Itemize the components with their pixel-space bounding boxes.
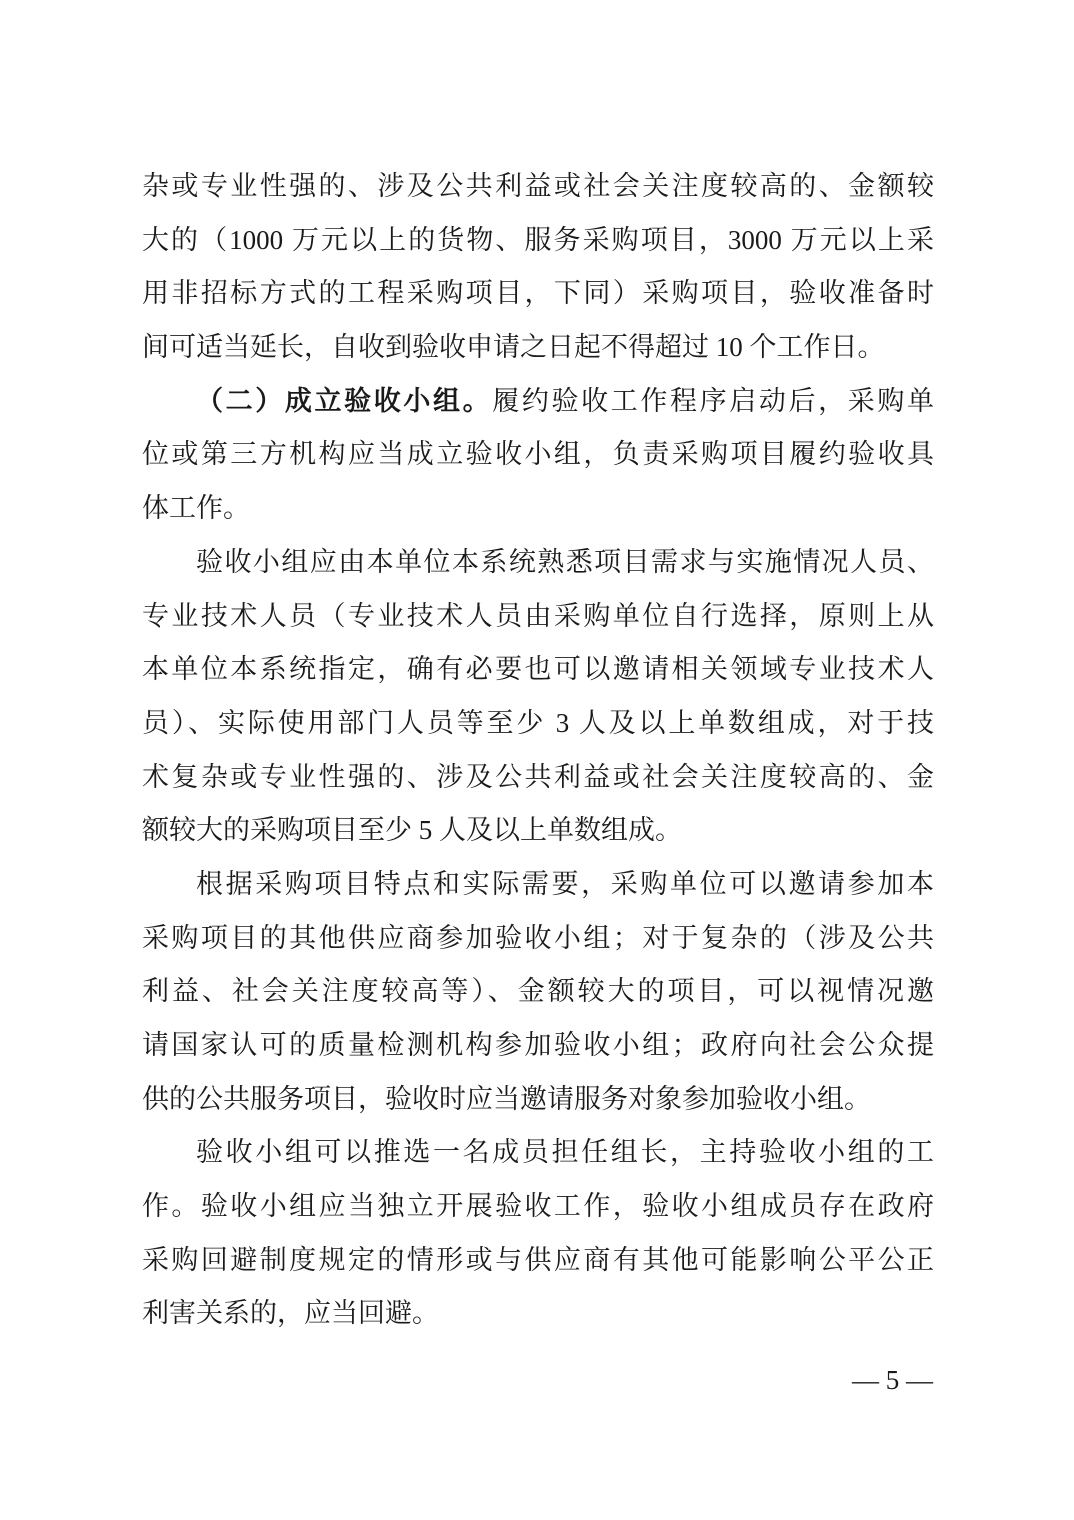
text-run: 采购项目的其他供应商参加验收小组；对于复杂的（涉及公共 xyxy=(142,922,934,953)
text-line xyxy=(142,267,934,321)
text-line xyxy=(142,590,934,644)
text-line xyxy=(142,1234,934,1288)
text-run: 请国家认可的质量检测机构参加验收小组；政府向社会公众提 xyxy=(142,1030,934,1060)
text-run: 专业技术人员（专业技术人员由采购单位自行选择，原则上从 xyxy=(142,600,934,631)
text-line xyxy=(142,160,934,214)
text-run: 员）、实际使用部门人员等至少 3 人及以上单数组成，对于技 xyxy=(142,707,934,738)
text-run: 根据采购项目特点和实际需要，采购单位可以邀请参加本 xyxy=(196,868,934,899)
body-text xyxy=(142,160,934,1341)
text-line xyxy=(142,1126,934,1180)
text-line xyxy=(142,428,934,482)
text-line xyxy=(142,482,934,536)
text-line xyxy=(142,375,934,429)
text-run: 利害关系的，应当回避。 xyxy=(142,1298,439,1329)
text-run: 履约验收工作程序启动后，采购单 xyxy=(492,385,934,416)
text-run: 位或第三方机构应当成立验收小组，负责采购项目履约验收具 xyxy=(142,439,934,470)
text-run: 用非招标方式的工程采购项目，下同）采购项目，验收准备时 xyxy=(142,278,934,309)
text-line xyxy=(142,804,934,858)
text-line xyxy=(142,1019,934,1073)
text-run: 采购回避制度规定的情形或与供应商有其他可能影响公平公正 xyxy=(142,1244,934,1275)
text-run: 体工作。 xyxy=(142,493,250,524)
text-line xyxy=(142,643,934,697)
text-line xyxy=(142,1073,934,1127)
text-line xyxy=(142,912,934,966)
text-line xyxy=(142,321,934,375)
text-line xyxy=(142,214,934,268)
text-run: 术复杂或专业性强的、涉及公共利益或社会关注度较高的、金 xyxy=(142,761,934,792)
text-line xyxy=(142,751,934,805)
text-run: 本单位本系统指定，确有必要也可以邀请相关领域专业技术人 xyxy=(142,654,934,685)
section-heading: （二）成立验收小组。 xyxy=(196,385,493,416)
page-number: — 5 — xyxy=(852,1365,933,1395)
text-line xyxy=(142,1287,934,1341)
text-run: 利益、社会关注度较高等）、金额较大的项目，可以视情况邀 xyxy=(142,976,934,1007)
text-run: 作。验收小组应当独立开展验收工作，验收小组成员存在政府 xyxy=(142,1191,934,1222)
text-run: 供的公共服务项目，验收时应当邀请服务对象参加验收小组。 xyxy=(142,1083,871,1114)
text-line xyxy=(142,697,934,751)
text-run: 验收小组应由本单位本系统熟悉项目需求与实施情况人员、 xyxy=(196,546,934,577)
text-line xyxy=(142,965,934,1019)
text-run: 验收小组可以推选一名成员担任组长，主持验收小组的工 xyxy=(196,1137,934,1168)
text-line xyxy=(142,536,934,590)
text-run: 额较大的采购项目至少 5 人及以上单数组成。 xyxy=(142,815,682,846)
text-run: 间可适当延长，自收到验收申请之日起不得超过 10 个工作日。 xyxy=(142,332,885,363)
text-run: 大的（1000 万元以上的货物、服务采购项目，3000 万元以上采 xyxy=(142,224,934,255)
text-run: 杂或专业性强的、涉及公共利益或社会关注度较高的、金额较 xyxy=(142,171,934,201)
text-line xyxy=(142,1180,934,1234)
text-line xyxy=(142,858,934,912)
